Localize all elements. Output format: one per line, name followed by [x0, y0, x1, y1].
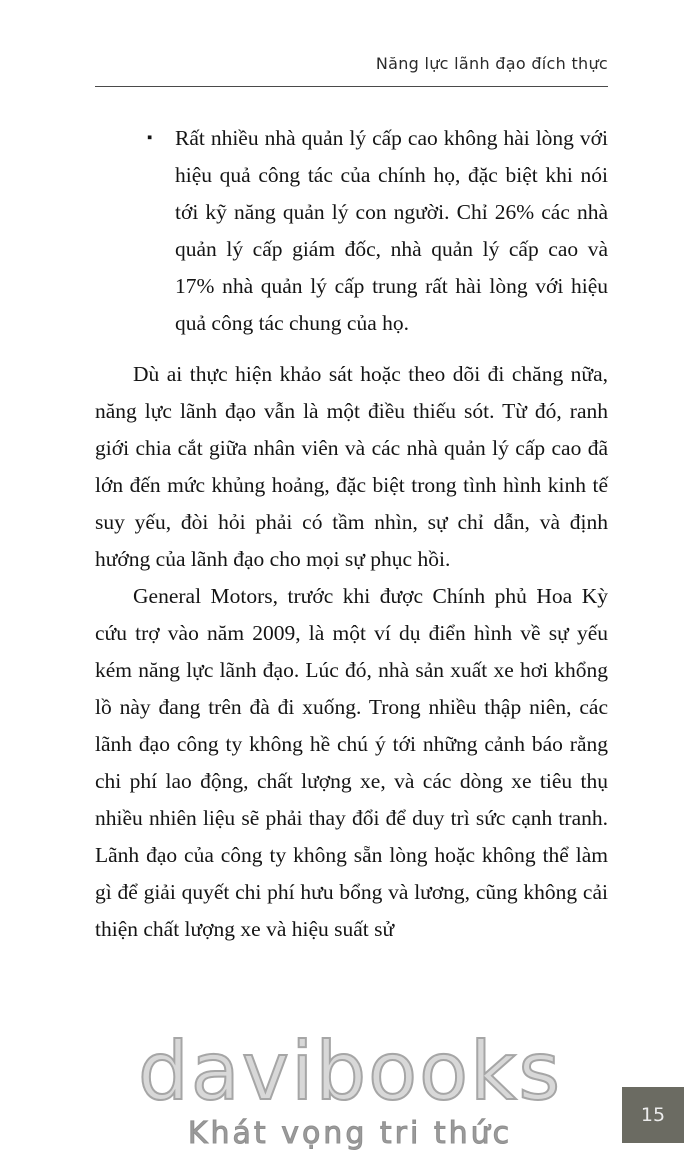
running-header-title: Năng lực lãnh đạo đích thực: [375, 54, 608, 73]
header-rule: [95, 86, 608, 87]
watermark: [0, 1025, 700, 1151]
bullet-square-icon: ▪: [147, 130, 153, 146]
watermark-brand-text: davibooks: [137, 1025, 563, 1118]
paragraph: General Motors, trước khi được Chính phủ Hoa Kỳ cứu trợ vào năm 2009, là một ví dụ điển hình về sự yếu kém năng lực lãnh đạo. Lúc đó, nhà sản xuất xe hơi khổng lồ này đang trên đà đi xuống. Trong nhiều thập niên, các lãnh đạo công ty không hề chú ý tới những cảnh báo rằng chi phí lao động, chất lượng xe, và các dòng xe tiêu thụ nhiều nhiên liệu sẽ phải thay đổi để duy trì sức cạnh tranh. Lãnh đạo của công ty không sẵn lòng hoặc không thể làm gì để giải quyết chi phí hưu bổng và lương, cũng không cải thiện chất lượng xe và hiệu suất sử: [95, 584, 608, 941]
bullet-item-text: Rất nhiều nhà quản lý cấp cao không hài lòng với hiệu quả công tác của chính họ, đặc biệt khi nói tới kỹ năng quản lý con người. Chỉ 26% các nhà quản lý cấp giám đốc, nhà quản lý cấp cao và 17% nhà quản lý cấp trung rất hài lòng với hiệu quả công tác chung của họ.: [175, 126, 608, 335]
page-body-text: [95, 120, 608, 948]
page-number-badge: [622, 1087, 684, 1143]
paragraph: Dù ai thực hiện khảo sát hoặc theo dõi đi chăng nữa, năng lực lãnh đạo vẫn là một điều thiếu sót. Từ đó, ranh giới chia cắt giữa nhân viên và các nhà quản lý cấp cao đã lớn đến mức khủng hoảng, đặc biệt trong tình hình kinh tế suy yếu, đòi hỏi phải có tầm nhìn, sự chỉ dẫn, và định hướng của lãnh đạo cho mọi sự phục hồi.: [95, 362, 608, 571]
watermark-slogan-text: Khát vọng tri thức: [187, 1116, 513, 1151]
bullet-list-item: [95, 120, 608, 342]
page-number: 15: [640, 1104, 666, 1126]
